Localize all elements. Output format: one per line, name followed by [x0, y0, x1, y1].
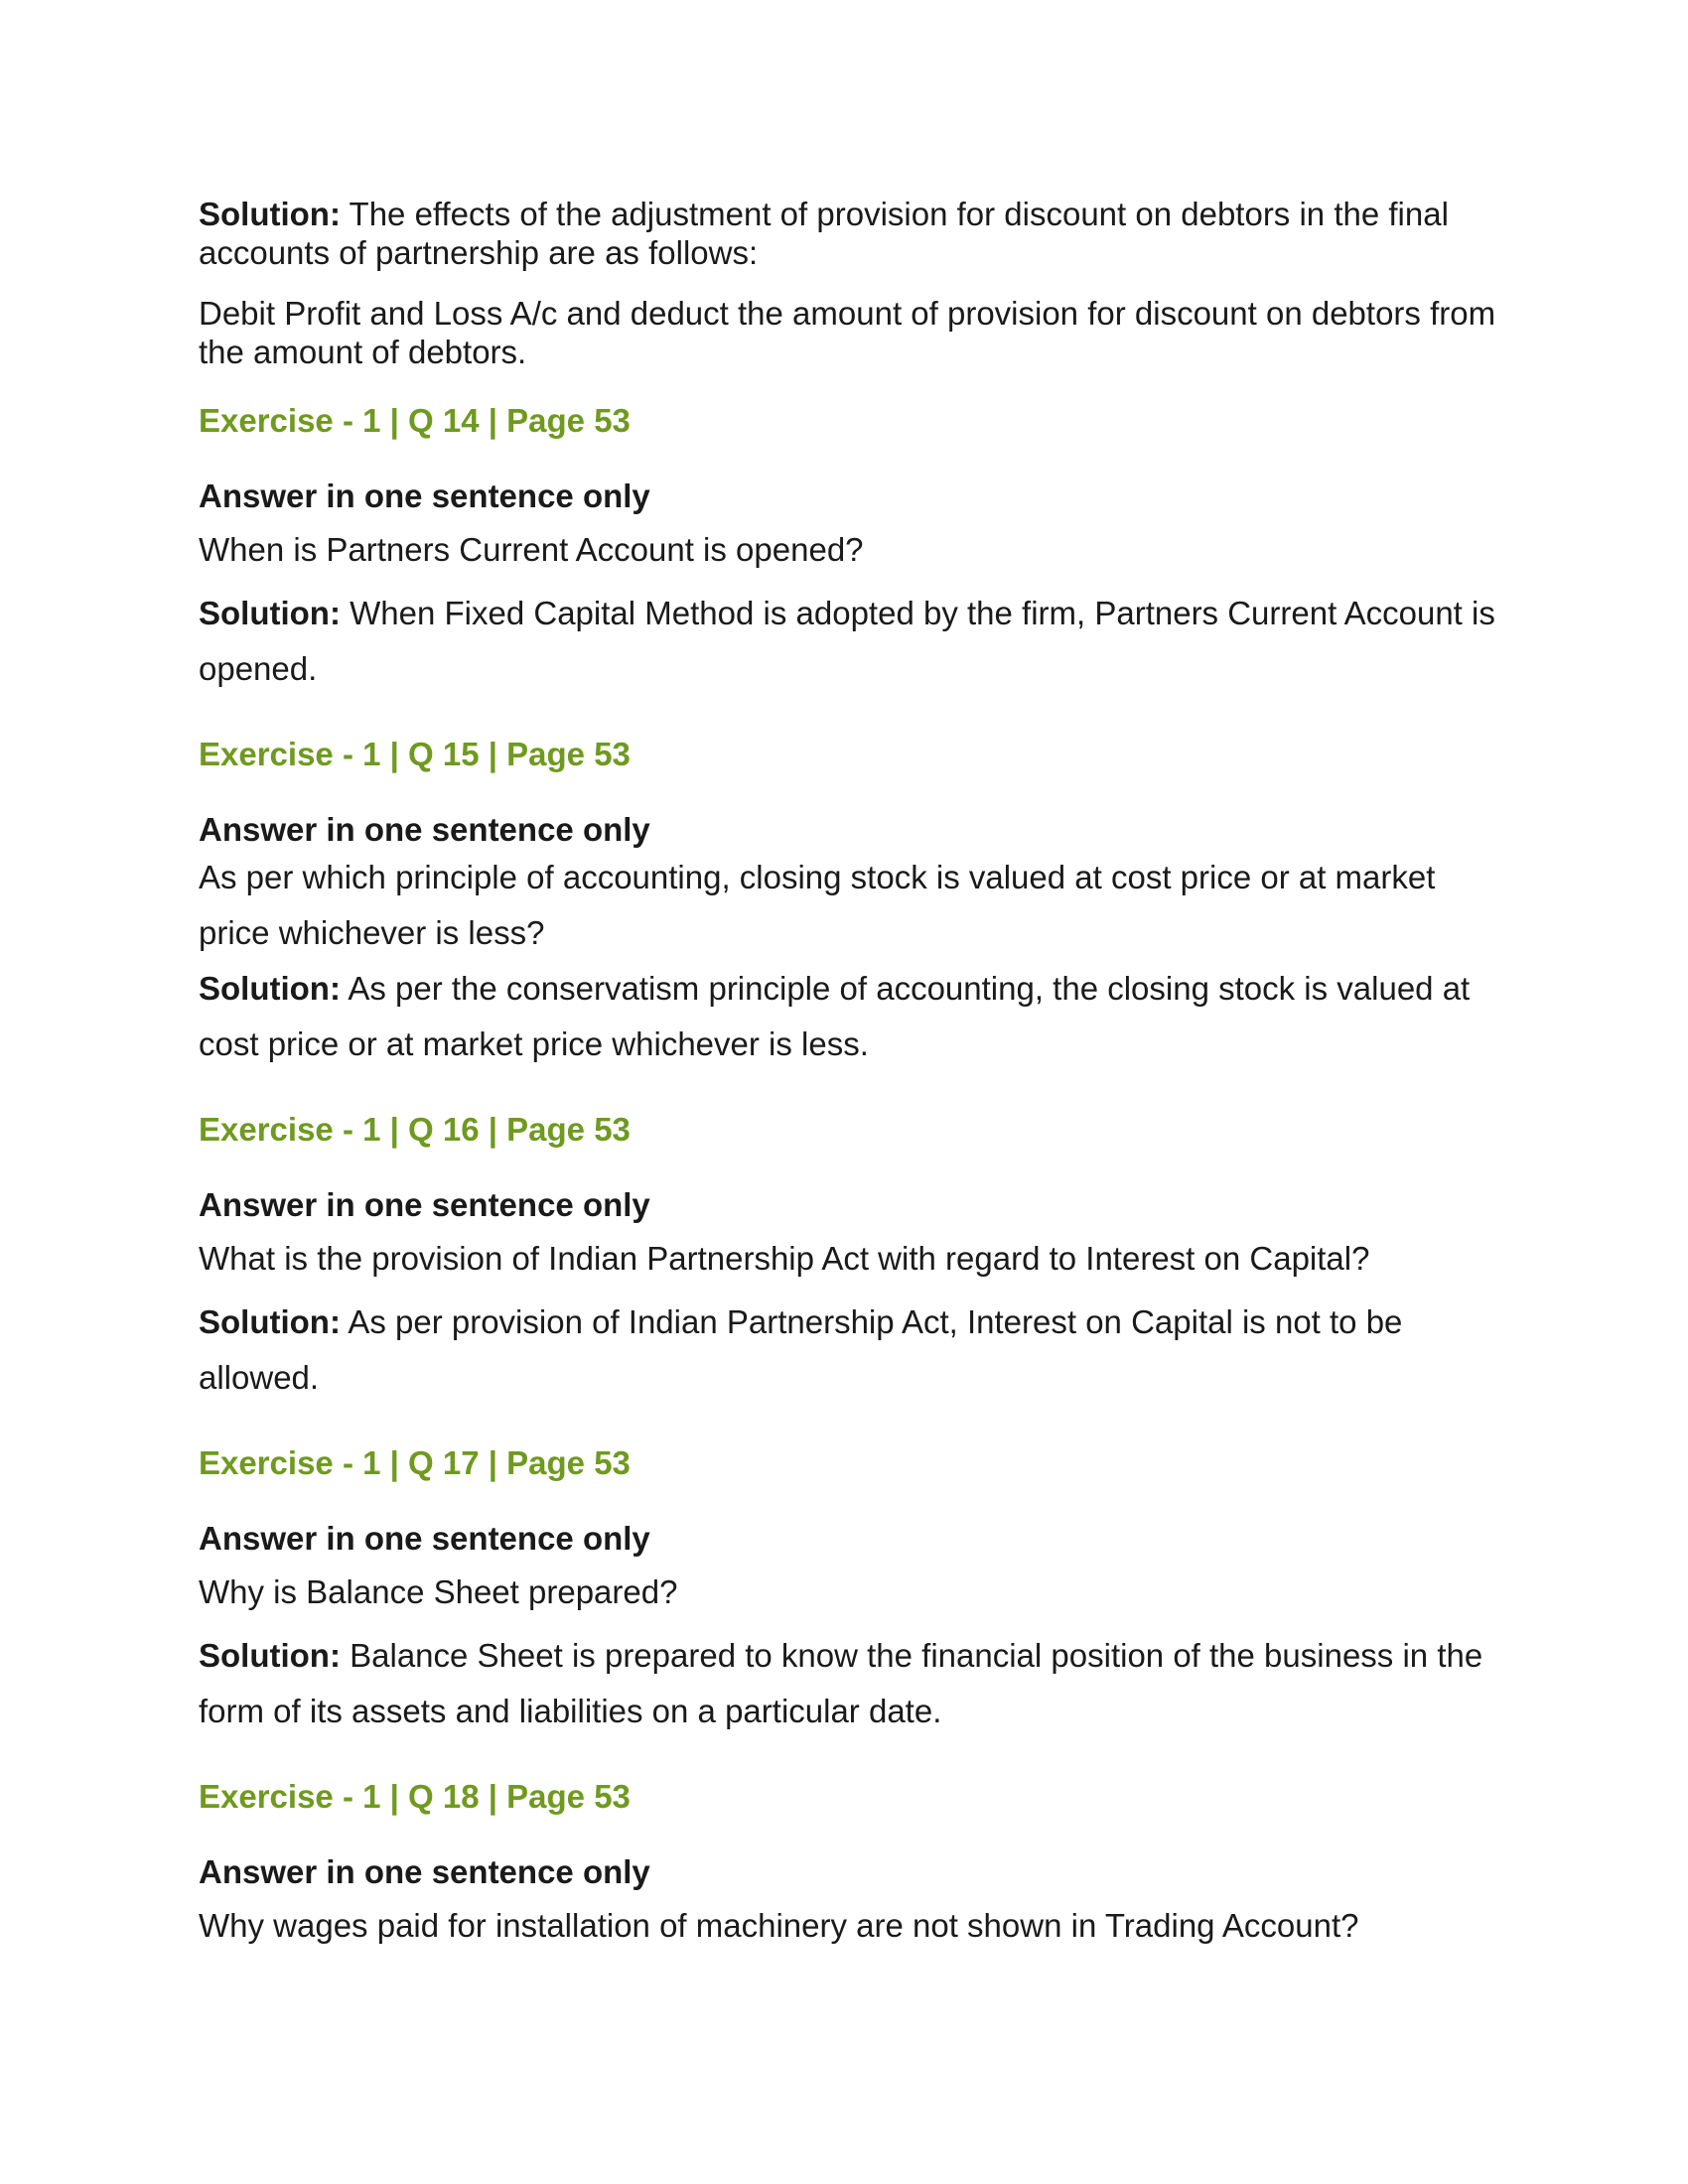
- solution-label: Solution:: [199, 970, 341, 1007]
- solution-paragraph: [199, 1628, 1499, 1739]
- exercise-heading: Exercise - 1 | Q 17 | Page 53: [199, 1444, 631, 1481]
- exercise-heading: Exercise - 1 | Q 16 | Page 53: [199, 1111, 631, 1148]
- question-text: What is the provision of Indian Partnership Act with regard to Interest on Capital?: [199, 1240, 1370, 1277]
- intro-solution: [199, 195, 1499, 272]
- block-title: Answer in one sentence only: [199, 478, 650, 514]
- exercise-heading: Exercise - 1 | Q 18 | Page 53: [199, 1778, 631, 1815]
- solution-paragraph: [199, 1295, 1499, 1406]
- solution-label: Solution:: [199, 1303, 341, 1340]
- block-title: Answer in one sentence only: [199, 811, 650, 848]
- solution-label: Solution:: [199, 595, 341, 631]
- block-title: Answer in one sentence only: [199, 1853, 650, 1890]
- solution-text: As per provision of Indian Partnership Act, Interest on Capital is not to be allowed.: [199, 1303, 1403, 1396]
- solution-text: When Fixed Capital Method is adopted by the firm, Partners Current Account is opened.: [199, 595, 1495, 687]
- exercise-q18: [199, 1777, 1499, 1946]
- question-text: Why wages paid for installation of machinery are not shown in Trading Account?: [199, 1907, 1359, 1944]
- solution-text: As per the conservatism principle of accounting, the closing stock is valued at cost price or at market price whichever is less.: [199, 970, 1471, 1062]
- solution-text: The effects of the adjustment of provision for discount on debtors in the final accounts of partnership are as follows:: [199, 196, 1449, 271]
- exercise-q16: [199, 1110, 1499, 1406]
- exercise-q15: [199, 735, 1499, 1072]
- exercise-heading: Exercise - 1 | Q 14 | Page 53: [199, 402, 631, 439]
- solution-paragraph: [199, 961, 1499, 1072]
- intro-detail: Debit Profit and Loss A/c and deduct the amount of provision for discount on debtors from the amount of debtors.: [199, 295, 1496, 370]
- exercise-q14: [199, 401, 1499, 697]
- exercise-heading: Exercise - 1 | Q 15 | Page 53: [199, 736, 631, 772]
- question-text: As per which principle of accounting, closing stock is valued at cost price or at market price whichever is less?: [199, 859, 1436, 951]
- block-title: Answer in one sentence only: [199, 1186, 650, 1223]
- solution-paragraph: [199, 586, 1499, 697]
- exercise-q17: [199, 1443, 1499, 1739]
- solution-text: Balance Sheet is prepared to know the financial position of the business in the form of its assets and liabilities on a particular date.: [199, 1637, 1483, 1729]
- question-text: When is Partners Current Account is opened?: [199, 531, 864, 568]
- question-text: Why is Balance Sheet prepared?: [199, 1573, 678, 1610]
- document-page: [199, 195, 1499, 1962]
- solution-label: Solution:: [199, 1637, 341, 1674]
- block-title: Answer in one sentence only: [199, 1520, 650, 1557]
- solution-label: Solution:: [199, 196, 341, 232]
